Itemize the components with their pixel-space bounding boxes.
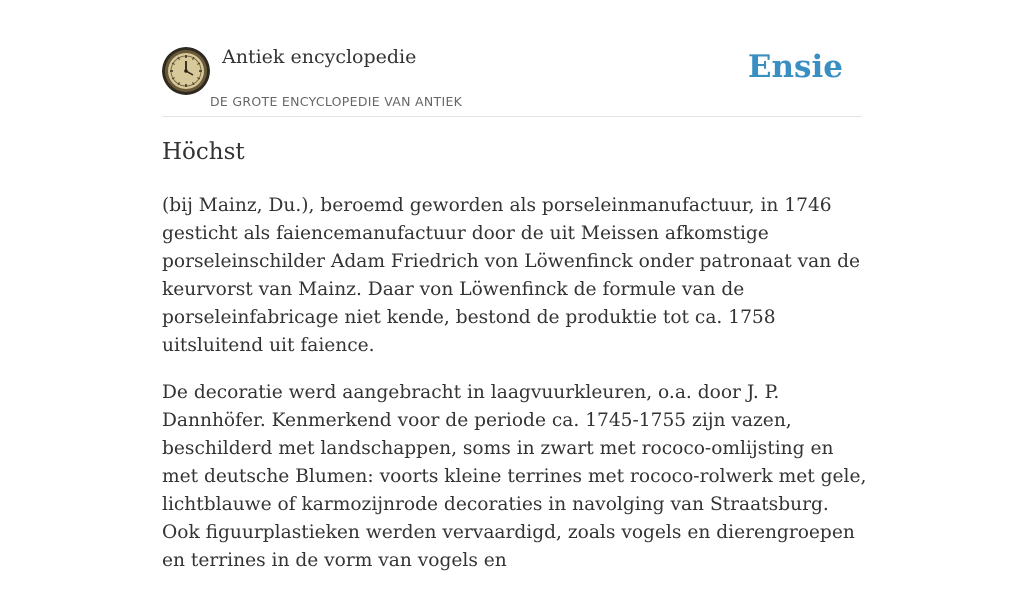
brand-logo[interactable]: Ensie [747, 49, 843, 85]
page-container [162, 0, 867, 571]
antique-clock-icon[interactable] [162, 47, 210, 95]
article-body [162, 192, 872, 594]
page-title: Höchst [162, 139, 245, 165]
site-title[interactable]: Antiek encyclopedie [222, 46, 417, 68]
article-paragraph: (bij Mainz, Du.), beroemd geworden als porseleinmanufactuur, in 1746 gesticht als faiencemanufactuur door de uit Meissen afkomstige porseleinschilder Adam Friedrich von Löwenfinck onder patronaat van de keurvorst van Mainz. Daar von Löwenfinck de formule van de porseleinfabricage niet kende, bestond de produktie tot ca. 1758 uitsluitend uit faience. [162, 195, 860, 356]
site-subtitle: DE GROTE ENCYCLOPEDIE VAN ANTIEK [210, 94, 463, 109]
article-paragraph: De decoratie werd aangebracht in laagvuurkleuren, o.a. door J. P. Dannhöfer. Kenmerkend voor de periode ca. 1745-1755 zijn vazen, beschilderd met landschappen, soms in zwart met rococo-omlijsting en met deutsche Blumen: voorts kleine terrines met rococo-rolwerk met gele, lichtblauwe of karmozijnrode decoraties in navolging van Straatsburg. Ook figuurplastieken werden vervaardigd, zoals vogels en dierengroepen en terrines in de vorm van vogels en [162, 382, 867, 571]
site-header [162, 0, 862, 117]
